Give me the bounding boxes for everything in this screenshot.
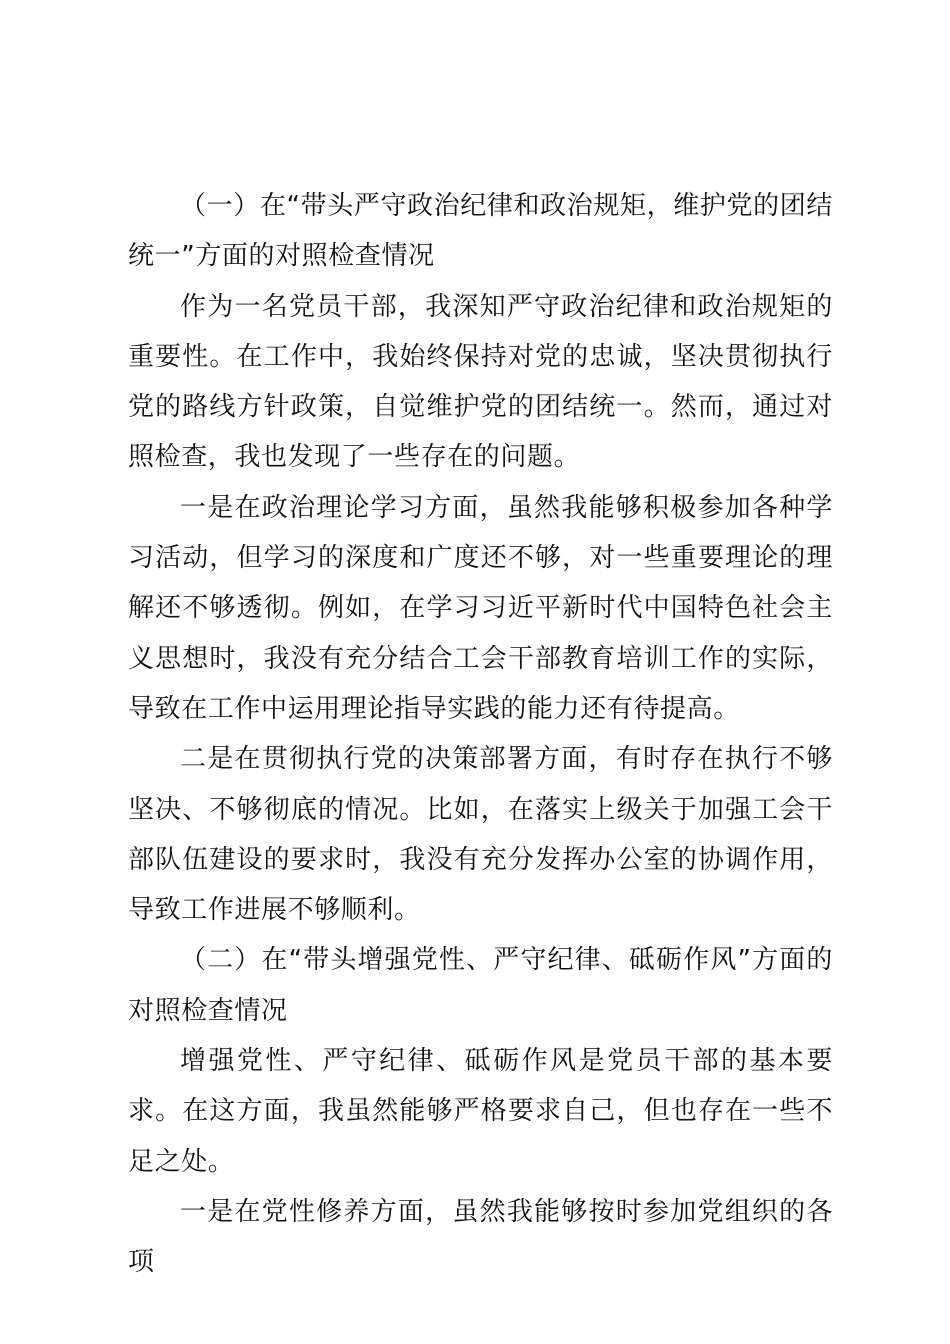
- paragraph-section-two-point-one: 一是在党性修养方面，虽然我能够按时参加党组织的各项: [128, 1196, 833, 1278]
- paragraph-section-two-intro: 增强党性、严守纪律、砥砺作风是党员干部的基本要求。在这方面，我虽然能够严格要求自己，但也存在一些不足之处。: [128, 1046, 833, 1177]
- paragraph-intro: 作为一名党员干部，我深知严守政治纪律和政治规矩的重要性。在工作中，我始终保持对党的忠诚，坚决贯彻执行党的路线方针政策，自觉维护党的团结统一。然而，通过对照检查，我也发现了一些存在的问题。: [128, 291, 833, 473]
- paragraph-point-one: 一是在政治理论学习方面，虽然我能够积极参加各种学习活动，但学习的深度和广度还不够，对一些重要理论的理解还不够透彻。例如，在学习习近平新时代中国特色社会主义思想时，我没有充分结合工会干部教育培训工作的实际，导致在工作中运用理论指导实践的能力还有待提高。: [128, 492, 833, 724]
- section-heading-two: （二）在“带头增强党性、严守纪律、砥砺作风”方面的对照检查情况: [128, 945, 833, 1026]
- document-body: [128, 181, 833, 1288]
- section-heading-one: （一）在“带头严守政治纪律和政治规矩，维护党的团结统一”方面的对照检查情况: [128, 191, 833, 272]
- paragraph-point-two: 二是在贯彻执行党的决策部署方面，有时存在执行不够坚决、不够彻底的情况。比如，在落实上级关于加强工会干部队伍建设的要求时，我没有充分发挥办公室的协调作用，导致工作进展不够顺利。: [128, 744, 833, 926]
